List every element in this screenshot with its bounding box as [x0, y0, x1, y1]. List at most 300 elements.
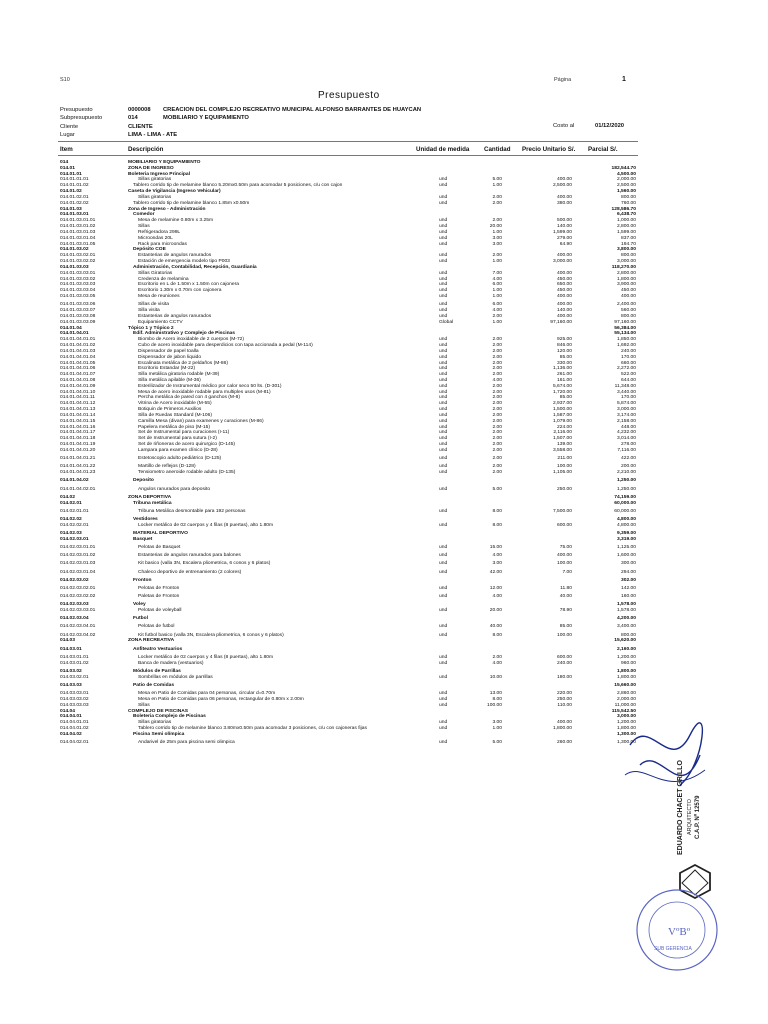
row-partial: 5,874.00: [616, 401, 636, 407]
row-description: Set de Instrumental para curaciones (I-11): [138, 430, 230, 436]
row-quantity: 8.00: [492, 508, 502, 514]
table-row: [0, 448, 768, 456]
row-partial: 4,200.00: [616, 616, 636, 622]
row-item: 014.01.04.01.21: [60, 456, 96, 462]
row-description: Anfiteatro Vestuarios: [133, 646, 183, 652]
row-unit-price: 1,136.00: [552, 366, 572, 372]
row-unit: und: [439, 270, 448, 276]
row-unit: und: [439, 436, 448, 442]
municipal-seal: [632, 885, 722, 975]
row-description: Credenza de melamina: [138, 276, 189, 282]
row-description: Tablero corrido tip de melamine blanco 5.20mx0.50m para acomodar 5 posiciones, c/u con cajon: [133, 183, 343, 189]
row-partial: 2,800.00: [616, 270, 636, 276]
row-item: 014.01.04.01.16: [60, 424, 96, 430]
row-description: Set de riñoneras de acero quirurgico (D-145): [138, 442, 236, 448]
row-quantity: 5.00: [492, 486, 502, 492]
table-row: [0, 523, 768, 531]
row-unit-price: 925.00: [557, 337, 572, 343]
row-quantity: 42.00: [489, 569, 502, 575]
stamp-role: ARQUITECTO: [687, 799, 693, 835]
row-partial: 450.00: [621, 288, 636, 294]
row-quantity: 4.00: [492, 276, 502, 282]
row-item: 014.01.03.01.05: [60, 241, 96, 247]
row-unit: und: [439, 696, 448, 702]
lugar-value: LIMA - LIMA - ATE: [128, 132, 178, 138]
row-quantity: 1.00: [492, 229, 502, 235]
row-partial: 1,800.00: [616, 726, 636, 732]
row-unit: und: [439, 691, 448, 697]
row-quantity: 2.00: [492, 360, 502, 366]
row-description: Kit futbol basico (valla 3N, Escalera pliometrica, 6 conos y 6 platos): [138, 632, 284, 638]
row-quantity: 2.00: [492, 418, 502, 424]
row-quantity: 1.00: [492, 288, 502, 294]
row-description: Módulos de Parrillas: [133, 668, 181, 674]
row-unit-price: 140.00: [557, 224, 572, 230]
row-partial: 800.00: [621, 253, 636, 259]
row-item: 014.02.03.01: [60, 536, 89, 542]
table-row: [0, 570, 768, 578]
subpresupuesto-name: MOBILIARIO Y EQUIPAMIENTO: [163, 115, 249, 121]
page-title: Presupuesto: [318, 90, 380, 101]
row-item: 014.01.03.03.08: [60, 313, 96, 319]
row-partial: 1,600.00: [616, 553, 636, 559]
row-partial: 15,660.00: [614, 682, 636, 688]
row-description: Caseta de Vigilancia (Ingreso Vehicular): [128, 189, 221, 195]
row-partial: 1,200.00: [616, 654, 636, 660]
table-row: [0, 675, 768, 683]
row-partial: 2,000.00: [616, 177, 636, 183]
row-unit: und: [439, 183, 448, 189]
row-unit: und: [439, 366, 448, 372]
row-description: Camilla Mesa (divan) para examenes y curaciones (M-86): [138, 418, 264, 424]
row-quantity: 1.00: [492, 319, 502, 325]
row-partial: 800.00: [621, 632, 636, 638]
row-description: Sombrillas en módulos de parrillas: [138, 674, 213, 680]
row-item: 014.03.03.03: [60, 702, 89, 708]
row-description: Equipamiento CCTV: [138, 319, 183, 325]
row-partial: 1,300.00: [616, 731, 636, 737]
row-partial: 278.00: [621, 442, 636, 448]
row-unit: und: [439, 294, 448, 300]
row-partial: 4,500.00: [616, 171, 636, 177]
row-quantity: 2.00: [492, 348, 502, 354]
row-unit: und: [439, 308, 448, 314]
table-row: [0, 624, 768, 632]
row-item: 014.01.03.03.04: [60, 288, 96, 294]
row-partial: 2,860.00: [616, 691, 636, 697]
row-partial: 1,300.00: [616, 740, 636, 746]
row-unit: und: [439, 253, 448, 259]
row-unit-price: 400.00: [557, 294, 572, 300]
row-item: 014.01.03.01.04: [60, 235, 96, 241]
row-item: 014.02.03.04: [60, 616, 89, 622]
row-unit: und: [439, 654, 448, 660]
row-item: 014.01.03.03.06: [60, 302, 96, 308]
row-description: Sillas: [138, 224, 150, 230]
row-unit: und: [439, 224, 448, 230]
row-unit: und: [439, 632, 448, 638]
row-partial: 15,620.00: [614, 638, 636, 644]
row-item: 014.02.03.04.01: [60, 624, 96, 630]
row-description: Andarivel de 25m para piscina semi olimpica: [138, 740, 235, 746]
row-item: 014.01.04.01.20: [60, 447, 96, 453]
row-item: 014.02.03.03: [60, 602, 89, 608]
row-partial: 1,850.00: [616, 337, 636, 343]
row-description: Botiquin de Primeros Auxilios: [138, 407, 202, 413]
row-partial: 3,800.00: [616, 247, 636, 253]
row-quantity: 20.00: [489, 608, 502, 614]
row-description: Escritorio 1.30m x 0.70m con cajonera: [138, 288, 222, 294]
lugar-label: Lugar: [60, 132, 75, 138]
row-description: Silla metálica giratoria rodable (M-39): [138, 372, 220, 378]
row-quantity: 5.00: [492, 740, 502, 746]
row-quantity: 2.00: [492, 354, 502, 360]
row-partial: 1,578.00: [616, 602, 636, 608]
row-partial: 3,000.00: [616, 407, 636, 413]
row-item: 014.04: [60, 708, 75, 714]
row-unit-price: 139.00: [557, 442, 572, 448]
row-partial: 1,125.00: [616, 544, 636, 550]
row-description: Pelotas de Fronton: [138, 585, 180, 591]
row-partial: 760.00: [621, 200, 636, 206]
row-unit-price: 40.00: [559, 594, 572, 600]
row-partial: 55,134.00: [614, 331, 636, 337]
row-quantity: 2.00: [492, 389, 502, 395]
row-unit-price: 1,079.00: [552, 418, 572, 424]
row-item: 014.02.03.02: [60, 577, 89, 583]
table-row: [0, 561, 768, 569]
row-unit-price: 650.00: [557, 282, 572, 288]
row-unit-price: 400.00: [557, 302, 572, 308]
row-item: 014.01.04.01.23: [60, 470, 96, 476]
table-row: [0, 294, 768, 302]
row-unit: und: [439, 229, 448, 235]
row-item: 014.01.04.01.19: [60, 442, 96, 448]
row-description: Silla visita: [138, 308, 160, 314]
row-description: Banca de madera (vestuarios): [138, 660, 204, 666]
row-item: 014.03.01: [60, 646, 82, 652]
row-item: 014.01.04.01.01: [60, 337, 96, 343]
row-unit-price: 1,800.00: [552, 726, 572, 732]
row-unit: und: [439, 464, 448, 470]
row-item: 014.03.03.02: [60, 696, 89, 702]
table-row: [0, 586, 768, 594]
row-description: ZONA DEPORTIVA: [128, 494, 172, 500]
row-quantity: 13.00: [489, 691, 502, 697]
row-quantity: 5.00: [492, 177, 502, 183]
row-item: 014.01.04.01.18: [60, 436, 96, 442]
row-description: Depósito COE: [133, 247, 166, 253]
row-quantity: 10.00: [489, 674, 502, 680]
row-description: Boleteria Complejo de Piscinas: [133, 714, 206, 720]
row-unit-price: 120.00: [557, 348, 572, 354]
row-unit: und: [439, 389, 448, 395]
row-item: 014.01.03.01.01: [60, 218, 96, 224]
row-item: 014.01.04: [60, 325, 82, 331]
row-description: Escalinata metálica de 2 peldaños (M-86): [138, 360, 228, 366]
row-partial: 2,210.00: [616, 470, 636, 476]
table-row: [0, 661, 768, 669]
row-quantity: 4.00: [492, 553, 502, 559]
row-partial: 1,560.00: [616, 189, 636, 195]
row-partial: 300.00: [621, 561, 636, 567]
row-unit: und: [439, 177, 448, 183]
row-quantity: 2.00: [492, 366, 502, 372]
row-unit: und: [439, 407, 448, 413]
row-unit-price: 7,500.00: [552, 508, 572, 514]
row-partial: 142.00: [621, 585, 636, 591]
row-unit: und: [439, 313, 448, 319]
row-partial: 115,542.50: [611, 708, 636, 714]
table-row: [0, 537, 768, 545]
table-row: [0, 478, 768, 486]
row-unit-price: 400.00: [557, 313, 572, 319]
row-item: 014.01.04.01.04: [60, 354, 96, 360]
row-quantity: 2.00: [492, 407, 502, 413]
row-item: 014.01.04.01.14: [60, 412, 96, 418]
row-quantity: 1.00: [492, 294, 502, 300]
row-unit-price: 100.00: [557, 632, 572, 638]
table-row: [0, 470, 768, 478]
row-unit: und: [439, 418, 448, 424]
row-item: 014.01.04.01.05: [60, 360, 96, 366]
row-unit-price: 11.80: [560, 585, 572, 591]
row-description: Estanterias de angulos ranurados para balones: [138, 553, 241, 559]
row-item: 014.01.04.01.02: [60, 343, 96, 349]
subpresupuesto-label: Subpresupuesto: [60, 115, 103, 121]
row-unit-price: 240.00: [557, 660, 572, 666]
row-partial: 660.00: [621, 360, 636, 366]
table-row: [0, 608, 768, 616]
row-description: Refrigeradora 299L: [138, 229, 181, 235]
budget-table: [0, 160, 768, 748]
row-description: Mesa de reuniones: [138, 294, 180, 300]
row-description: Lampara para examen clínico (D-28): [138, 447, 218, 453]
row-unit-price: 3,558.00: [552, 447, 572, 453]
row-unit-price: 1,587.00: [552, 412, 572, 418]
row-item: 014.01.01: [60, 171, 82, 177]
row-item: 014.01.03.01.02: [60, 224, 96, 230]
row-item: 014.01.04.01.12: [60, 401, 96, 407]
row-quantity: 6.00: [492, 302, 502, 308]
row-unit: und: [439, 372, 448, 378]
row-quantity: 2.00: [492, 456, 502, 462]
row-partial: 1,000.00: [616, 218, 636, 224]
row-partial: 97,160.00: [614, 319, 636, 325]
row-unit: und: [439, 395, 448, 401]
row-partial: 1,578.00: [616, 608, 636, 614]
row-unit: und: [439, 447, 448, 453]
row-partial: 294.00: [621, 569, 636, 575]
row-partial: 118,270.00: [611, 264, 636, 270]
row-description: Fronton: [133, 577, 152, 583]
row-quantity: 4.00: [492, 660, 502, 666]
row-description: Zona de Ingreso - Administración: [128, 206, 206, 212]
row-unit-price: 2,500.00: [552, 183, 572, 189]
row-unit-price: 220.00: [557, 691, 572, 697]
row-quantity: 1.00: [492, 259, 502, 265]
row-description: Sillas giratorias: [138, 194, 172, 200]
row-unit-price: 1,720.00: [552, 389, 572, 395]
row-partial: 11,000.00: [614, 702, 636, 708]
row-unit: und: [439, 430, 448, 436]
row-description: Esterilizador de Instrumental médico por calor seco 50 lts. (D-301): [138, 383, 282, 389]
row-unit: und: [439, 343, 448, 349]
presupuesto-code: 0000008: [128, 107, 151, 113]
row-unit: und: [439, 235, 448, 241]
row-description: Silla metálica apilable (M-36): [138, 378, 201, 383]
table-row: [0, 456, 768, 464]
row-quantity: 6.00: [492, 282, 502, 288]
row-item: 014.01.04.01: [60, 331, 89, 337]
row-description: Mesa en Patio de Comidas para 04 personas, circular d=0.70m: [138, 691, 276, 697]
row-quantity: 2.00: [492, 313, 502, 319]
row-unit-price: 85.00: [559, 354, 572, 360]
row-unit: und: [439, 200, 448, 206]
row-description: Biombo de Acero inoxidable de 2 cuerpos (M-72): [138, 337, 245, 343]
row-unit: und: [439, 585, 448, 591]
row-description: Voley: [133, 602, 146, 608]
row-unit: und: [439, 561, 448, 567]
row-unit-price: 450.00: [557, 288, 572, 294]
row-unit: und: [439, 424, 448, 430]
row-unit: und: [439, 674, 448, 680]
row-item: 014.01.02.02: [60, 200, 89, 206]
col-item: Item: [60, 146, 73, 153]
row-item: 014.01: [60, 165, 75, 171]
row-quantity: 4.00: [492, 378, 502, 383]
row-description: Mesa en Patio de Comidas para 06 personas, rectangular de 0.80m x 2.00m: [138, 696, 304, 702]
architect-stamp: [610, 705, 720, 905]
row-item: 014.04.01.01: [60, 720, 89, 726]
row-unit-price: 330.00: [557, 360, 572, 366]
row-quantity: 40.00: [489, 624, 502, 630]
row-description: Chaleco deportivo de entrenamiento (2 colores): [138, 569, 242, 575]
row-description: Set de Instrumental para sutura (I-2): [138, 436, 217, 442]
row-partial: 1,800.00: [616, 276, 636, 282]
row-quantity: 3.00: [492, 561, 502, 567]
table-row: [0, 578, 768, 586]
row-description: Estanterias de angulos ranurados: [138, 313, 212, 319]
row-partial: 400.00: [621, 294, 636, 300]
row-partial: 837.00: [621, 235, 636, 241]
row-partial: 1,692.00: [616, 343, 636, 349]
row-item: 014.01.03.03: [60, 264, 89, 270]
row-description: MOBILIARIO Y EQUIPAMIENTO: [128, 160, 201, 165]
row-item: 014.02.03: [60, 530, 82, 536]
stamp-cap: C.A.P. Nº 12579: [695, 795, 701, 839]
row-partial: 3,319.00: [616, 536, 636, 542]
row-description: Mesa de acero inoxidable rodable para multiples usos (M-81): [138, 389, 271, 395]
row-item: 014.03.01.02: [60, 660, 89, 666]
row-unit-price: 250.00: [557, 696, 572, 702]
row-unit-price: 97,160.00: [550, 319, 572, 325]
row-quantity: 1.00: [492, 726, 502, 732]
table-row: [0, 509, 768, 517]
row-description: Martillo de reflejos (D-128): [138, 464, 196, 470]
presupuesto-label: Presupuesto: [60, 107, 93, 113]
row-item: 014.01.02.01: [60, 194, 89, 200]
row-unit: und: [439, 470, 448, 476]
row-partial: 1,200.00: [616, 720, 636, 726]
row-unit-price: 400.00: [557, 720, 572, 726]
row-item: 014.02.03.04.02: [60, 632, 96, 638]
row-item: 014.01.03.02.02: [60, 259, 96, 265]
row-unit-price: 400.00: [557, 553, 572, 559]
seal-vb: VºBº: [668, 926, 691, 938]
row-description: Vitrina de Acero inoxidable (M-55): [138, 401, 212, 407]
row-description: Locker metálico de 02 cuerpos y 4 filas (8 puertas), alto 1.80m: [138, 654, 274, 660]
row-item: 014.01.04.01.17: [60, 430, 96, 436]
row-quantity: 2.00: [492, 424, 502, 430]
row-description: Estación de emergencia modelo tipo P003: [138, 259, 230, 265]
row-partial: 1,250.00: [616, 486, 636, 492]
row-quantity: 4.00: [492, 594, 502, 600]
row-description: COMPLEJO DE PISCINAS: [128, 708, 189, 714]
row-unit-price: 2,937.00: [552, 401, 572, 407]
page-label: Página: [554, 77, 572, 83]
row-unit: und: [439, 282, 448, 288]
row-unit-price: 400.00: [557, 194, 572, 200]
header-rule-bottom: [58, 155, 638, 156]
col-parcial: Parcial S/.: [588, 146, 618, 153]
row-unit-price: 140.00: [557, 308, 572, 314]
row-partial: 3,900.00: [616, 282, 636, 288]
row-unit-price: 400.00: [557, 270, 572, 276]
row-item: 014.02.03.01.02: [60, 553, 96, 559]
row-partial: 800.00: [621, 313, 636, 319]
row-partial: 2,500.00: [616, 183, 636, 189]
row-description: Estanterias de angulos ranurados: [138, 253, 212, 259]
table-row: [0, 638, 768, 646]
row-unit: und: [439, 456, 448, 462]
row-item: 014.03.01.01: [60, 654, 89, 660]
row-item: 014.02: [60, 494, 75, 500]
row-item: 014.03.03: [60, 682, 82, 688]
row-quantity: 4.00: [492, 308, 502, 314]
row-description: Pelotas de Basquet: [138, 544, 181, 550]
row-unit-price: 161.00: [557, 378, 572, 383]
row-partial: 56,384.00: [614, 325, 636, 331]
row-item: 014.01.04.01.13: [60, 407, 96, 413]
presupuesto-name: CREACION DEL COMPLEJO RECREATIVO MUNICIPAL ALFONSO BARRANTES DE HUAYCAN: [163, 107, 422, 113]
row-quantity: 3.00: [492, 241, 502, 247]
row-partial: 1,800.00: [616, 674, 636, 680]
row-partial: 2,160.00: [616, 646, 636, 652]
row-unit: und: [439, 508, 448, 514]
row-description: Tribuna metálica: [133, 500, 172, 506]
signature-stroke-2: [625, 770, 705, 781]
row-description: Comedor: [133, 212, 155, 218]
table-row: [0, 616, 768, 624]
row-unit-price: 3,000.00: [552, 259, 572, 265]
row-quantity: 1.00: [492, 183, 502, 189]
row-quantity: 2.00: [492, 430, 502, 436]
row-item: 014.04.01: [60, 714, 82, 720]
row-description: Estetoscopio adulto pediátrico (D-125): [138, 456, 222, 462]
row-item: 014.02.03.01.03: [60, 561, 96, 567]
row-unit: und: [439, 553, 448, 559]
row-item: 014.01.03.01: [60, 212, 89, 218]
row-description: Patio de Comidas: [133, 682, 175, 688]
subpresupuesto-code: 014: [128, 115, 138, 121]
row-unit-price: 600.00: [557, 654, 572, 660]
row-unit: und: [439, 378, 448, 383]
row-description: Deposito: [133, 478, 154, 484]
row-item: 014.03: [60, 638, 75, 644]
row-partial: 160.00: [621, 594, 636, 600]
table-row: [0, 553, 768, 561]
